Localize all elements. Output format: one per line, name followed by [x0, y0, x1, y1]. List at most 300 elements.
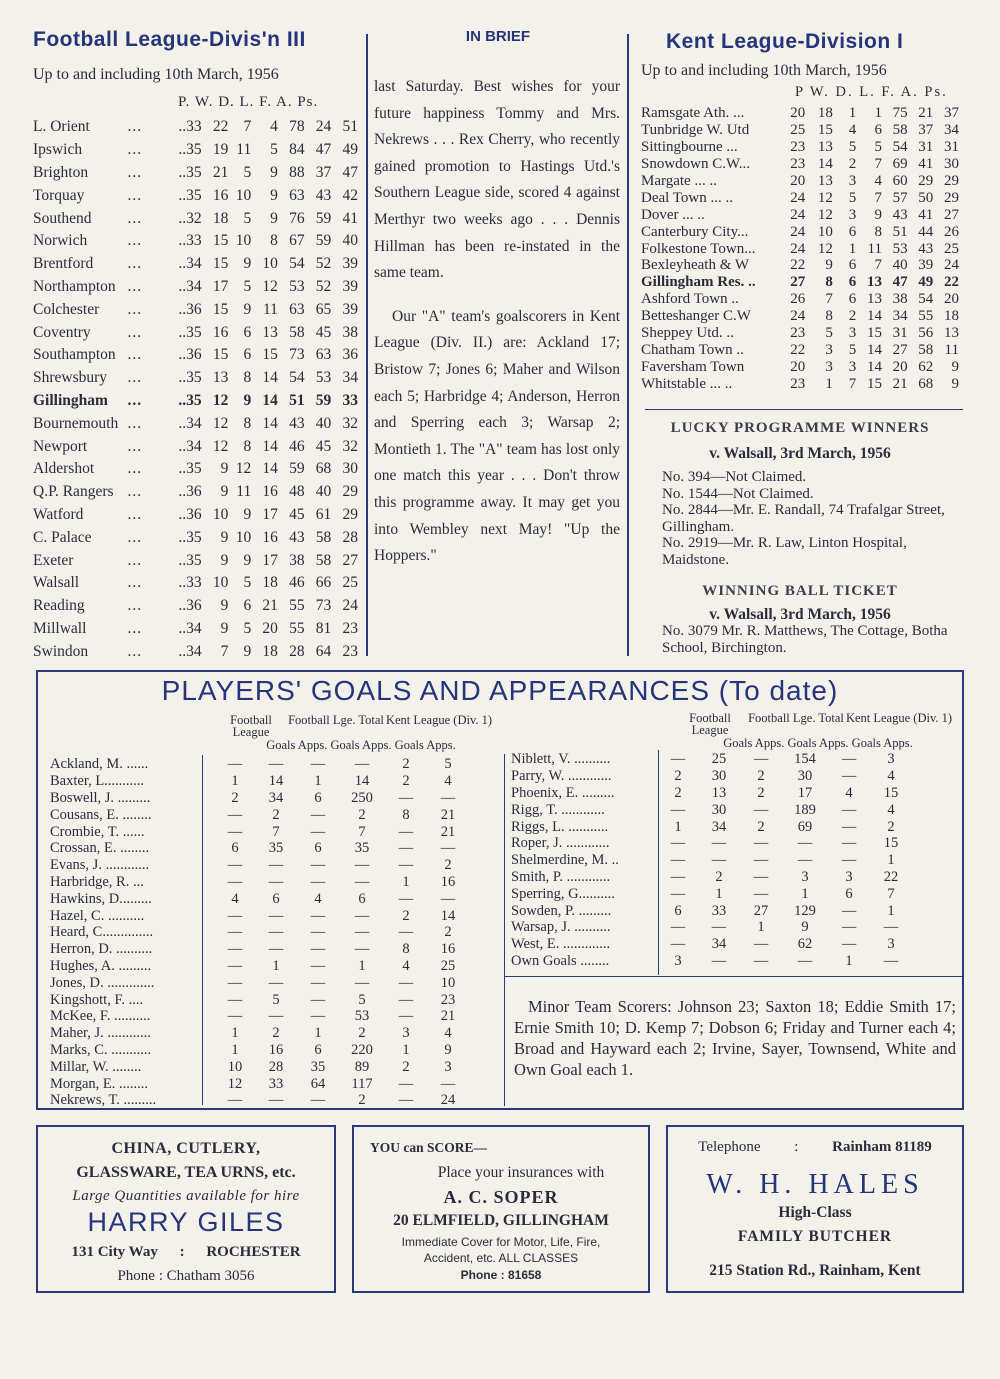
table-row — [33, 481, 363, 504]
table-cell: Morgan, E. ........ — [50, 1075, 149, 1092]
table-cell: 8 — [270, 232, 278, 250]
table-cell: Evans, J. ............ — [50, 857, 150, 874]
table-row — [641, 257, 963, 274]
table-row — [50, 974, 470, 991]
ad-phone — [668, 1139, 962, 1156]
table-cell: 12 — [235, 460, 252, 478]
table-row — [33, 298, 363, 321]
table-cell: 24 — [790, 189, 806, 206]
table-cell: 7 — [874, 189, 882, 206]
ad-address — [38, 1244, 334, 1261]
table-cell: 59 — [315, 209, 332, 227]
table-cell: 2 — [887, 818, 895, 835]
table-cell: Herron, D. .......... — [50, 941, 153, 958]
table-cell: 24 — [944, 257, 959, 274]
table-cell: 2 — [402, 756, 410, 773]
table-cell: 9 — [220, 551, 229, 569]
table-row — [50, 756, 470, 773]
table-cell: C. Palace — [33, 528, 92, 546]
table-cell: 1 — [887, 902, 895, 919]
table-row — [50, 941, 470, 958]
football-league-header: P. W. D. L. F. A. Ps. — [178, 94, 319, 110]
table-cell: Smith, P. ............ — [511, 868, 611, 885]
kent-league-header: P W. D. L. F. A. Ps. — [795, 84, 948, 100]
table-cell: ... — [127, 118, 143, 136]
table-cell: ... — [127, 574, 143, 592]
table-cell: — — [398, 840, 414, 857]
table-cell: Colchester — [33, 300, 100, 318]
table-cell: 1 — [314, 1025, 322, 1042]
table-cell: ... — [127, 483, 143, 501]
table-row — [33, 549, 363, 572]
table-cell: Sowden, P. ......... — [511, 902, 612, 919]
table-cell: 15 — [883, 784, 899, 801]
table-cell: 4 — [231, 890, 239, 907]
col-header-football-league: Football League — [689, 711, 731, 737]
table-cell: — — [797, 852, 813, 869]
ad-line: Immediate Cover for Motor, Life, Fire, — [401, 1235, 601, 1249]
ad-ac-soper — [352, 1125, 650, 1293]
table-cell: — — [670, 801, 686, 818]
table-cell: 34 — [268, 789, 284, 806]
table-cell: 73 — [315, 597, 332, 615]
table-cell: 6 — [674, 902, 682, 919]
table-cell: Gillingham Res. .. — [641, 274, 756, 291]
table-cell: 7 — [220, 642, 229, 660]
table-cell: — — [227, 1008, 243, 1025]
table-cell: 51 — [342, 118, 358, 136]
table-cell: 13 — [817, 139, 833, 156]
table-cell: 59 — [289, 460, 305, 478]
table-cell: 30 — [711, 801, 727, 818]
table-cell: ..33 — [178, 232, 202, 250]
table-cell: 7 — [887, 885, 895, 902]
table-cell: — — [354, 907, 370, 924]
table-cell: 46 — [289, 437, 305, 455]
table-cell: 8 — [874, 223, 882, 240]
table-cell: 2 — [715, 868, 723, 885]
col-header-sub: Goals Apps. Goals Apps. Goals Apps. — [266, 738, 456, 752]
winning-ball-subtitle: v. Walsall, 3rd March, 1956 — [709, 606, 891, 623]
table-cell: 29 — [944, 173, 959, 189]
lucky-item: No. 2844—Mr. E. Randall, 74 Trafalgar Street, Gillingham. — [662, 502, 945, 535]
ad-name: HARRY GILES — [87, 1207, 285, 1237]
table-cell: 6 — [243, 323, 252, 341]
kent-league-subtitle: Up to and including 10th March, 1956 — [641, 62, 887, 79]
table-cell: 54 — [892, 139, 908, 156]
table-cell: ... — [127, 163, 143, 181]
table-row — [33, 344, 363, 367]
table-cell: 81 — [315, 619, 332, 637]
table-cell: — — [310, 873, 326, 890]
in-brief-paragraph: Our "A" team's goalscorers in Kent League (Div. II.) are: Ackland 17; Bristow 7; Jones 6; Maher and Wilson each 5; Harbridge 4; Anderson, Herron and Sperring each 3; Warsap 2; Montieth 1. The "A" team has lost only one match this year . . . Don't throw this programme away. It may get you into Wembley next May! "Up the Hoppers." — [374, 307, 620, 565]
table-cell: 38 — [892, 291, 908, 308]
table-cell: 35 — [310, 1058, 326, 1075]
table-cell: 36 — [342, 346, 358, 364]
table-cell: 33 — [268, 1075, 284, 1092]
table-cell: 13 — [866, 291, 882, 308]
table-cell: — — [670, 852, 686, 869]
table-cell: — — [354, 941, 370, 958]
ad-phone-label: Telephone — [698, 1139, 761, 1155]
table-cell: Baxter, L........... — [50, 773, 145, 790]
table-cell: 49 — [342, 141, 358, 159]
table-cell: — — [841, 919, 857, 936]
table-cell: 15 — [866, 325, 882, 342]
table-cell: 17 — [262, 551, 278, 569]
table-cell: 9 — [270, 209, 278, 227]
table-cell: 30 — [797, 768, 813, 785]
table-row — [33, 595, 363, 618]
table-cell: 41 — [918, 206, 934, 223]
table-cell: ... — [127, 277, 143, 295]
table-cell: 5 — [270, 141, 278, 159]
table-cell: 78 — [289, 118, 305, 136]
table-cell: 68 — [918, 375, 934, 392]
table-cell: — — [227, 756, 243, 773]
table-cell: 58 — [315, 528, 332, 546]
table-cell: 14 — [354, 773, 370, 790]
table-cell: 25 — [440, 957, 456, 974]
table-cell: 9 — [243, 551, 252, 569]
table-cell: 117 — [351, 1075, 373, 1092]
table-cell: — — [398, 1092, 414, 1109]
table-row — [33, 640, 363, 663]
table-cell: 24 — [315, 118, 332, 136]
table-cell: Ramsgate Ath. ... — [641, 105, 745, 122]
lucky-item: No. 1544—Not Claimed. — [662, 485, 814, 502]
ad-phone: Phone : Chatham 3056 — [117, 1268, 255, 1284]
ad-line: Place your insurances with — [437, 1164, 605, 1181]
table-cell: 11 — [236, 141, 252, 159]
table-cell: 65 — [315, 300, 332, 318]
table-cell: 2 — [674, 784, 682, 801]
table-cell: 10 — [235, 186, 252, 204]
table-cell: Kingshott, F. .... — [50, 991, 144, 1008]
table-cell: — — [227, 941, 243, 958]
table-cell: 14 — [262, 437, 278, 455]
table-row — [511, 768, 913, 785]
table-cell: — — [227, 957, 243, 974]
table-row — [50, 857, 470, 874]
table-cell: Ackland, M. ...... — [50, 756, 149, 773]
table-cell: — — [841, 852, 857, 869]
kent-league-title: Kent League-Division I — [666, 30, 904, 53]
table-cell: — — [268, 907, 284, 924]
table-cell: 53 — [315, 369, 332, 387]
table-cell: 22 — [212, 118, 229, 136]
table-cell: — — [227, 873, 243, 890]
table-cell: 22 — [790, 257, 806, 274]
table-cell: 25 — [342, 574, 358, 592]
table-cell: — — [310, 907, 326, 924]
table-cell: 9 — [220, 460, 229, 478]
table-cell: 11 — [262, 300, 278, 318]
table-cell: 14 — [262, 369, 278, 387]
table-cell: 21 — [440, 1008, 456, 1025]
table-cell: 23 — [790, 375, 806, 392]
table-cell: Whitstable ... .. — [641, 375, 733, 392]
table-cell: 16 — [212, 186, 229, 204]
table-cell: 6 — [358, 890, 366, 907]
table-cell: 33 — [342, 391, 358, 409]
table-cell: 68 — [315, 460, 332, 478]
table-row — [511, 835, 913, 852]
table-cell: Folkestone Town... — [641, 240, 756, 257]
table-cell: 22 — [790, 341, 806, 358]
table-cell: 50 — [918, 189, 934, 206]
table-cell: Faversham Town — [641, 358, 745, 375]
table-cell: 24 — [790, 308, 806, 325]
table-cell: 1 — [402, 1041, 410, 1058]
table-row — [50, 806, 470, 823]
table-cell: — — [227, 907, 243, 924]
table-cell: 11 — [867, 240, 882, 257]
table-cell: Aldershot — [33, 460, 95, 478]
table-cell: 55 — [918, 308, 934, 325]
table-cell: 27 — [892, 341, 908, 358]
table-cell: — — [227, 1092, 243, 1109]
table-cell: Shrewsbury — [33, 369, 108, 387]
table-cell: 34 — [711, 818, 727, 835]
table-row — [641, 325, 963, 342]
table-cell: Sheppey Utd. .. — [641, 325, 734, 342]
table-cell: 45 — [289, 505, 305, 523]
table-cell: 48 — [289, 483, 305, 501]
table-cell: 22 — [944, 274, 959, 291]
table-cell: 1 — [801, 885, 809, 902]
table-cell: 39 — [342, 255, 358, 273]
table-cell: 84 — [289, 141, 305, 159]
table-cell: 35 — [268, 840, 284, 857]
table-cell: 250 — [351, 789, 373, 806]
table-cell: 2 — [402, 773, 410, 790]
table-cell: ..33 — [178, 118, 202, 136]
table-cell: ..34 — [178, 437, 202, 455]
table-cell: 4 — [444, 773, 452, 790]
table-cell: 129 — [794, 902, 816, 919]
table-row — [641, 274, 963, 291]
table-cell: 25 — [944, 240, 959, 257]
table-cell: — — [310, 1092, 326, 1109]
table-cell: 7 — [825, 291, 833, 308]
table-cell: Southend — [33, 209, 92, 227]
table-cell: 12 — [817, 240, 833, 257]
table-cell: ..34 — [178, 642, 202, 660]
table-cell: 2 — [272, 806, 280, 823]
table-row — [50, 1025, 470, 1042]
table-cell: 40 — [892, 257, 908, 274]
table-cell: 6 — [874, 122, 882, 139]
table-cell: — — [310, 857, 326, 874]
table-cell: 9 — [444, 1041, 452, 1058]
ad-line: FAMILY BUTCHER — [737, 1228, 893, 1245]
table-cell: — — [841, 835, 857, 852]
table-cell: — — [227, 974, 243, 991]
table-cell: 20 — [892, 358, 908, 375]
table-row — [50, 907, 470, 924]
table-cell: 38 — [289, 551, 305, 569]
table-cell: Boswell, J. ......... — [50, 789, 151, 806]
table-cell: — — [841, 768, 857, 785]
lucky-programme-subtitle: v. Walsall, 3rd March, 1956 — [709, 445, 891, 462]
table-cell: 40 — [315, 414, 332, 432]
table-cell: 3 — [848, 173, 857, 189]
table-cell: 75 — [892, 105, 908, 122]
ad-wh-hales — [666, 1125, 964, 1293]
table-cell: 5 — [358, 991, 366, 1008]
table-cell: 7 — [243, 118, 252, 136]
table-cell: 88 — [289, 163, 305, 181]
table-cell: 24 — [790, 240, 806, 257]
table-cell: — — [354, 873, 370, 890]
table-cell: 66 — [315, 574, 332, 592]
table-cell: 1 — [874, 105, 882, 122]
table-cell: 12 — [212, 391, 229, 409]
table-cell: Watford — [33, 505, 84, 523]
table-cell: 39 — [342, 300, 358, 318]
table-cell: 5 — [825, 325, 833, 342]
table-cell: 3 — [674, 952, 682, 969]
table-cell: 18 — [944, 308, 959, 325]
table-cell: Snowdown C.W... — [641, 156, 751, 173]
table-cell: 2 — [272, 1025, 280, 1042]
table-cell: 2 — [358, 1025, 366, 1042]
table-cell: 4 — [887, 801, 895, 818]
table-row — [50, 790, 470, 807]
table-cell: 12 — [227, 1075, 243, 1092]
table-cell: 6 — [848, 223, 857, 240]
table-cell: — — [841, 902, 857, 919]
table-cell: 63 — [289, 300, 305, 318]
table-cell: 21 — [892, 375, 908, 392]
table-cell: 4 — [848, 122, 857, 139]
col-header-total: Football Lge. Total — [748, 711, 844, 725]
table-cell: Tunbridge W. Utd — [641, 122, 750, 139]
ad-harry-giles — [36, 1125, 336, 1293]
table-row — [641, 173, 963, 190]
table-cell: — — [753, 936, 769, 953]
table-cell: 15 — [212, 300, 229, 318]
table-cell: Parry, W. ............ — [511, 768, 612, 785]
table-row — [511, 751, 913, 768]
table-cell: 8 — [243, 437, 252, 455]
table-cell: 43 — [892, 206, 908, 223]
table-cell: ... — [127, 619, 143, 637]
table-cell: 1 — [272, 957, 280, 974]
table-cell: — — [753, 801, 769, 818]
table-cell: 76 — [289, 209, 305, 227]
table-row — [50, 924, 470, 941]
ad-line: CHINA, CUTLERY, — [111, 1140, 261, 1157]
table-cell: Bexleyheath & W — [641, 257, 750, 274]
table-cell: 1 — [715, 885, 723, 902]
table-cell: 5 — [848, 139, 857, 156]
table-cell: 55 — [289, 597, 305, 615]
table-row — [33, 390, 363, 413]
table-cell: 8 — [402, 941, 410, 958]
table-cell: 59 — [315, 232, 332, 250]
table-cell: 10 — [212, 574, 229, 592]
table-cell: 9 — [243, 255, 252, 273]
table-cell: 25 — [790, 122, 806, 139]
table-cell: — — [268, 873, 284, 890]
table-cell: — — [268, 1008, 284, 1025]
table-cell: 1 — [887, 852, 895, 869]
table-row — [511, 902, 913, 919]
table-cell: 10 — [235, 528, 252, 546]
table-cell: 45 — [315, 437, 332, 455]
table-cell: 13 — [262, 323, 278, 341]
table-cell: — — [883, 919, 899, 936]
table-cell: 2 — [848, 156, 857, 173]
table-row — [511, 869, 913, 886]
table-cell: 10 — [212, 505, 229, 523]
table-row — [641, 308, 963, 325]
table-cell: Niblett, V. .......... — [511, 751, 611, 768]
table-cell: 4 — [402, 957, 410, 974]
table-cell: — — [797, 952, 813, 969]
table-cell: 14 — [262, 414, 278, 432]
table-cell: — — [670, 835, 686, 852]
table-cell: 20 — [944, 291, 959, 308]
table-cell: ..35 — [178, 460, 202, 478]
table-cell: 7 — [848, 375, 857, 392]
table-cell: ..33 — [178, 574, 202, 592]
table-cell: Warsap, J. .......... — [511, 919, 611, 936]
table-cell: 2 — [757, 818, 765, 835]
table-cell: — — [670, 885, 686, 902]
table-row — [33, 276, 363, 299]
table-row — [50, 1042, 470, 1059]
table-cell: ... — [127, 186, 143, 204]
table-cell: — — [398, 857, 414, 874]
table-cell: 43 — [289, 528, 305, 546]
table-cell: 15 — [212, 232, 229, 250]
table-cell: 12 — [262, 277, 278, 295]
table-cell: 23 — [440, 991, 456, 1008]
divider — [504, 754, 505, 1106]
table-cell: 6 — [231, 840, 239, 857]
table-row — [511, 785, 913, 802]
table-cell: ... — [127, 551, 143, 569]
table-cell: ..34 — [178, 414, 202, 432]
table-row — [33, 207, 363, 230]
table-cell: 51 — [892, 223, 908, 240]
table-row — [33, 321, 363, 344]
football-league-title: Football League-Divis'n III — [33, 28, 306, 51]
table-cell: 39 — [918, 257, 934, 274]
table-cell: 6 — [314, 1041, 322, 1058]
ad-address-sep: : — [179, 1244, 185, 1260]
table-cell: — — [440, 890, 456, 907]
table-cell: 89 — [354, 1058, 370, 1075]
ad-line: Accident, etc. ALL CLASSES — [423, 1251, 579, 1265]
table-cell: ..35 — [178, 369, 202, 387]
table-row — [33, 572, 363, 595]
table-cell: 2 — [757, 768, 765, 785]
table-cell: 30 — [711, 768, 727, 785]
lucky-item: No. 2919—Mr. R. Law, Linton Hospital, Maidstone. — [662, 535, 907, 568]
table-cell: 9 — [951, 375, 959, 392]
table-cell: 5 — [243, 163, 252, 181]
lucky-programme-list — [662, 469, 962, 569]
table-cell: — — [354, 756, 370, 773]
table-cell: — — [670, 868, 686, 885]
table-row — [641, 223, 963, 240]
table-cell: 16 — [268, 1041, 284, 1058]
table-cell: Betteshanger C.W — [641, 308, 751, 325]
